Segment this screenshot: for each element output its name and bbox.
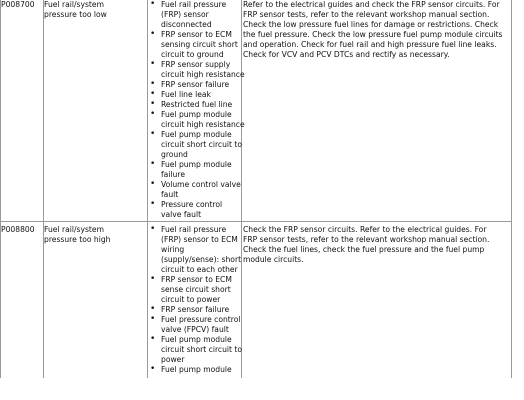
cause-text: FRP sensor to ECM	[161, 275, 232, 284]
cause-text: valve (FPCV) fault	[161, 325, 229, 334]
cause-text: circuit short circuit to	[161, 140, 243, 149]
action-line: Check the low pressure fuel lines for damage or restrictions. Check	[243, 20, 499, 29]
dtc-code: P008800	[1, 225, 35, 234]
action-line: Check the fuel lines, check the fuel pressure and the fuel pump	[243, 245, 485, 254]
action-line: module circuits.	[243, 255, 304, 264]
column-divider-code	[43, 0, 44, 378]
action-line: Check the FRP sensor circuits. Refer to the electrical guides. For	[243, 225, 487, 234]
cause-text: Fuel rail pressure	[161, 0, 227, 9]
table-border-left	[0, 0, 1, 378]
cause-text: circuit to power	[161, 295, 221, 304]
cause-text: circuit short circuit to	[161, 345, 243, 354]
cause-text: failure	[161, 170, 185, 179]
cause-text: sense circuit short	[161, 285, 231, 294]
cause-text: Fuel pump module	[161, 365, 232, 374]
table-border-right	[511, 0, 512, 378]
cause-text: circuit to each other	[161, 265, 238, 274]
dtc-code: P008700	[1, 0, 35, 9]
cause-text: circuit high resistance	[161, 120, 245, 129]
cause-text: (supply/sense): short	[161, 255, 242, 264]
action-line: Check for VCV and PCV DTCs and rectify as necessary.	[243, 50, 450, 59]
description-line: Fuel rail/system	[44, 0, 104, 9]
column-divider-description	[147, 0, 148, 378]
cause-text: Fuel pump module	[161, 110, 232, 119]
cause-text: FRP sensor failure	[161, 80, 230, 89]
cause-text: Fuel pump module	[161, 335, 232, 344]
cause-text: (FRP) sensor to ECM	[161, 235, 238, 244]
cause-text: Fuel pressure control	[161, 315, 241, 324]
cause-text: Fuel pump module	[161, 160, 232, 169]
action-line: FRP sensor tests, refer to the relevant workshop manual section.	[243, 10, 490, 19]
cause-text: power	[161, 355, 185, 364]
row-divider	[0, 221, 512, 222]
cause-text: FRP sensor to ECM	[161, 30, 232, 39]
cause-text: (FRP) sensor	[161, 10, 209, 19]
action-line: and operation. Check for fuel rail and high pressure fuel line leaks.	[243, 40, 497, 49]
cause-text: Volume control valve	[161, 180, 241, 189]
cause-text: FRP sensor supply	[161, 60, 231, 69]
cause-text: Fuel pump module	[161, 130, 232, 139]
cause-text: Restricted fuel line	[161, 100, 233, 109]
action-line: Refer to the electrical guides and check the FRP sensor circuits. For	[243, 0, 500, 9]
action-line: FRP sensor tests, refer to the relevant workshop manual section.	[243, 235, 490, 244]
action-line: the fuel pressure. Check the low pressure fuel pump module circuits	[243, 30, 503, 39]
cause-text: Fuel rail pressure	[161, 225, 227, 234]
cause-text: ground	[161, 150, 188, 159]
cause-text: Pressure control	[161, 200, 223, 209]
description-line: pressure too low	[44, 10, 107, 19]
column-divider-causes	[241, 0, 242, 378]
cause-text: Fuel line leak	[161, 90, 211, 99]
cause-text: disconnected	[161, 20, 212, 29]
cause-text: wiring	[161, 245, 185, 254]
cause-text: fault	[161, 190, 179, 199]
cause-text: circuit to ground	[161, 50, 224, 59]
cause-text: valve fault	[161, 210, 202, 219]
cause-text: sensing circuit short	[161, 40, 238, 49]
description-line: pressure too high	[44, 235, 111, 244]
cause-text: circuit high resistance	[161, 70, 245, 79]
cause-text: FRP sensor failure	[161, 305, 230, 314]
description-line: Fuel rail/system	[44, 225, 104, 234]
